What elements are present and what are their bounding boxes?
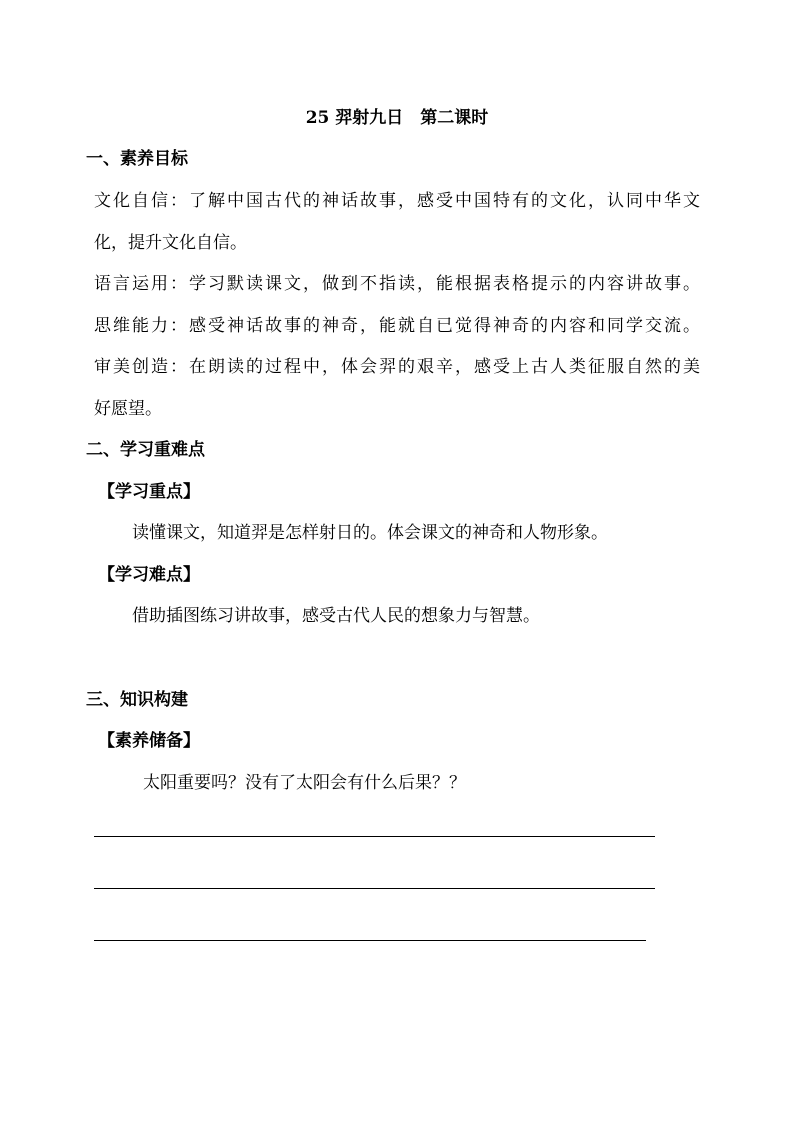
goal-cultural-confidence-line2: 化，提升文化自信。 <box>94 233 247 253</box>
difficulty-text: 借助插图练习讲故事，感受古代人民的想象力与智慧。 <box>132 606 540 626</box>
answer-line-1 <box>94 836 655 837</box>
answer-line-3 <box>94 940 646 941</box>
key-point-label: 【学习重点】 <box>98 482 200 502</box>
preparation-label: 【素养储备】 <box>98 731 200 751</box>
answer-line-2 <box>94 888 655 889</box>
section-heading-knowledge: 三、知识构建 <box>86 690 188 710</box>
goal-cultural-confidence-line1: 文化自信：了解中国古代的神话故事，感受中国特有的文化，认同中华文 <box>94 191 700 211</box>
preparation-question: 太阳重要吗？没有了太阳会有什么后果？？ <box>143 773 466 793</box>
section-heading-key-points: 二、学习重难点 <box>86 440 205 460</box>
goal-aesthetic-creation-line2: 好愿望。 <box>94 399 162 419</box>
goal-language-use: 语言运用：学习默读课文，做到不指读，能根据表格提示的内容讲故事。 <box>94 274 700 294</box>
goal-aesthetic-creation-line1: 审美创造：在朗读的过程中，体会羿的艰辛，感受上古人类征服自然的美 <box>94 357 700 377</box>
goal-thinking-ability: 思维能力：感受神话故事的神奇，能就自已觉得神奇的内容和同学交流。 <box>94 316 700 336</box>
difficulty-label: 【学习难点】 <box>98 565 200 585</box>
document-title: 25 羿射九日 第二课时 <box>305 108 489 128</box>
key-point-text: 读懂课文，知道羿是怎样射日的。体会课文的神奇和人物形象。 <box>132 523 608 543</box>
section-heading-goals: 一、素养目标 <box>86 149 188 169</box>
